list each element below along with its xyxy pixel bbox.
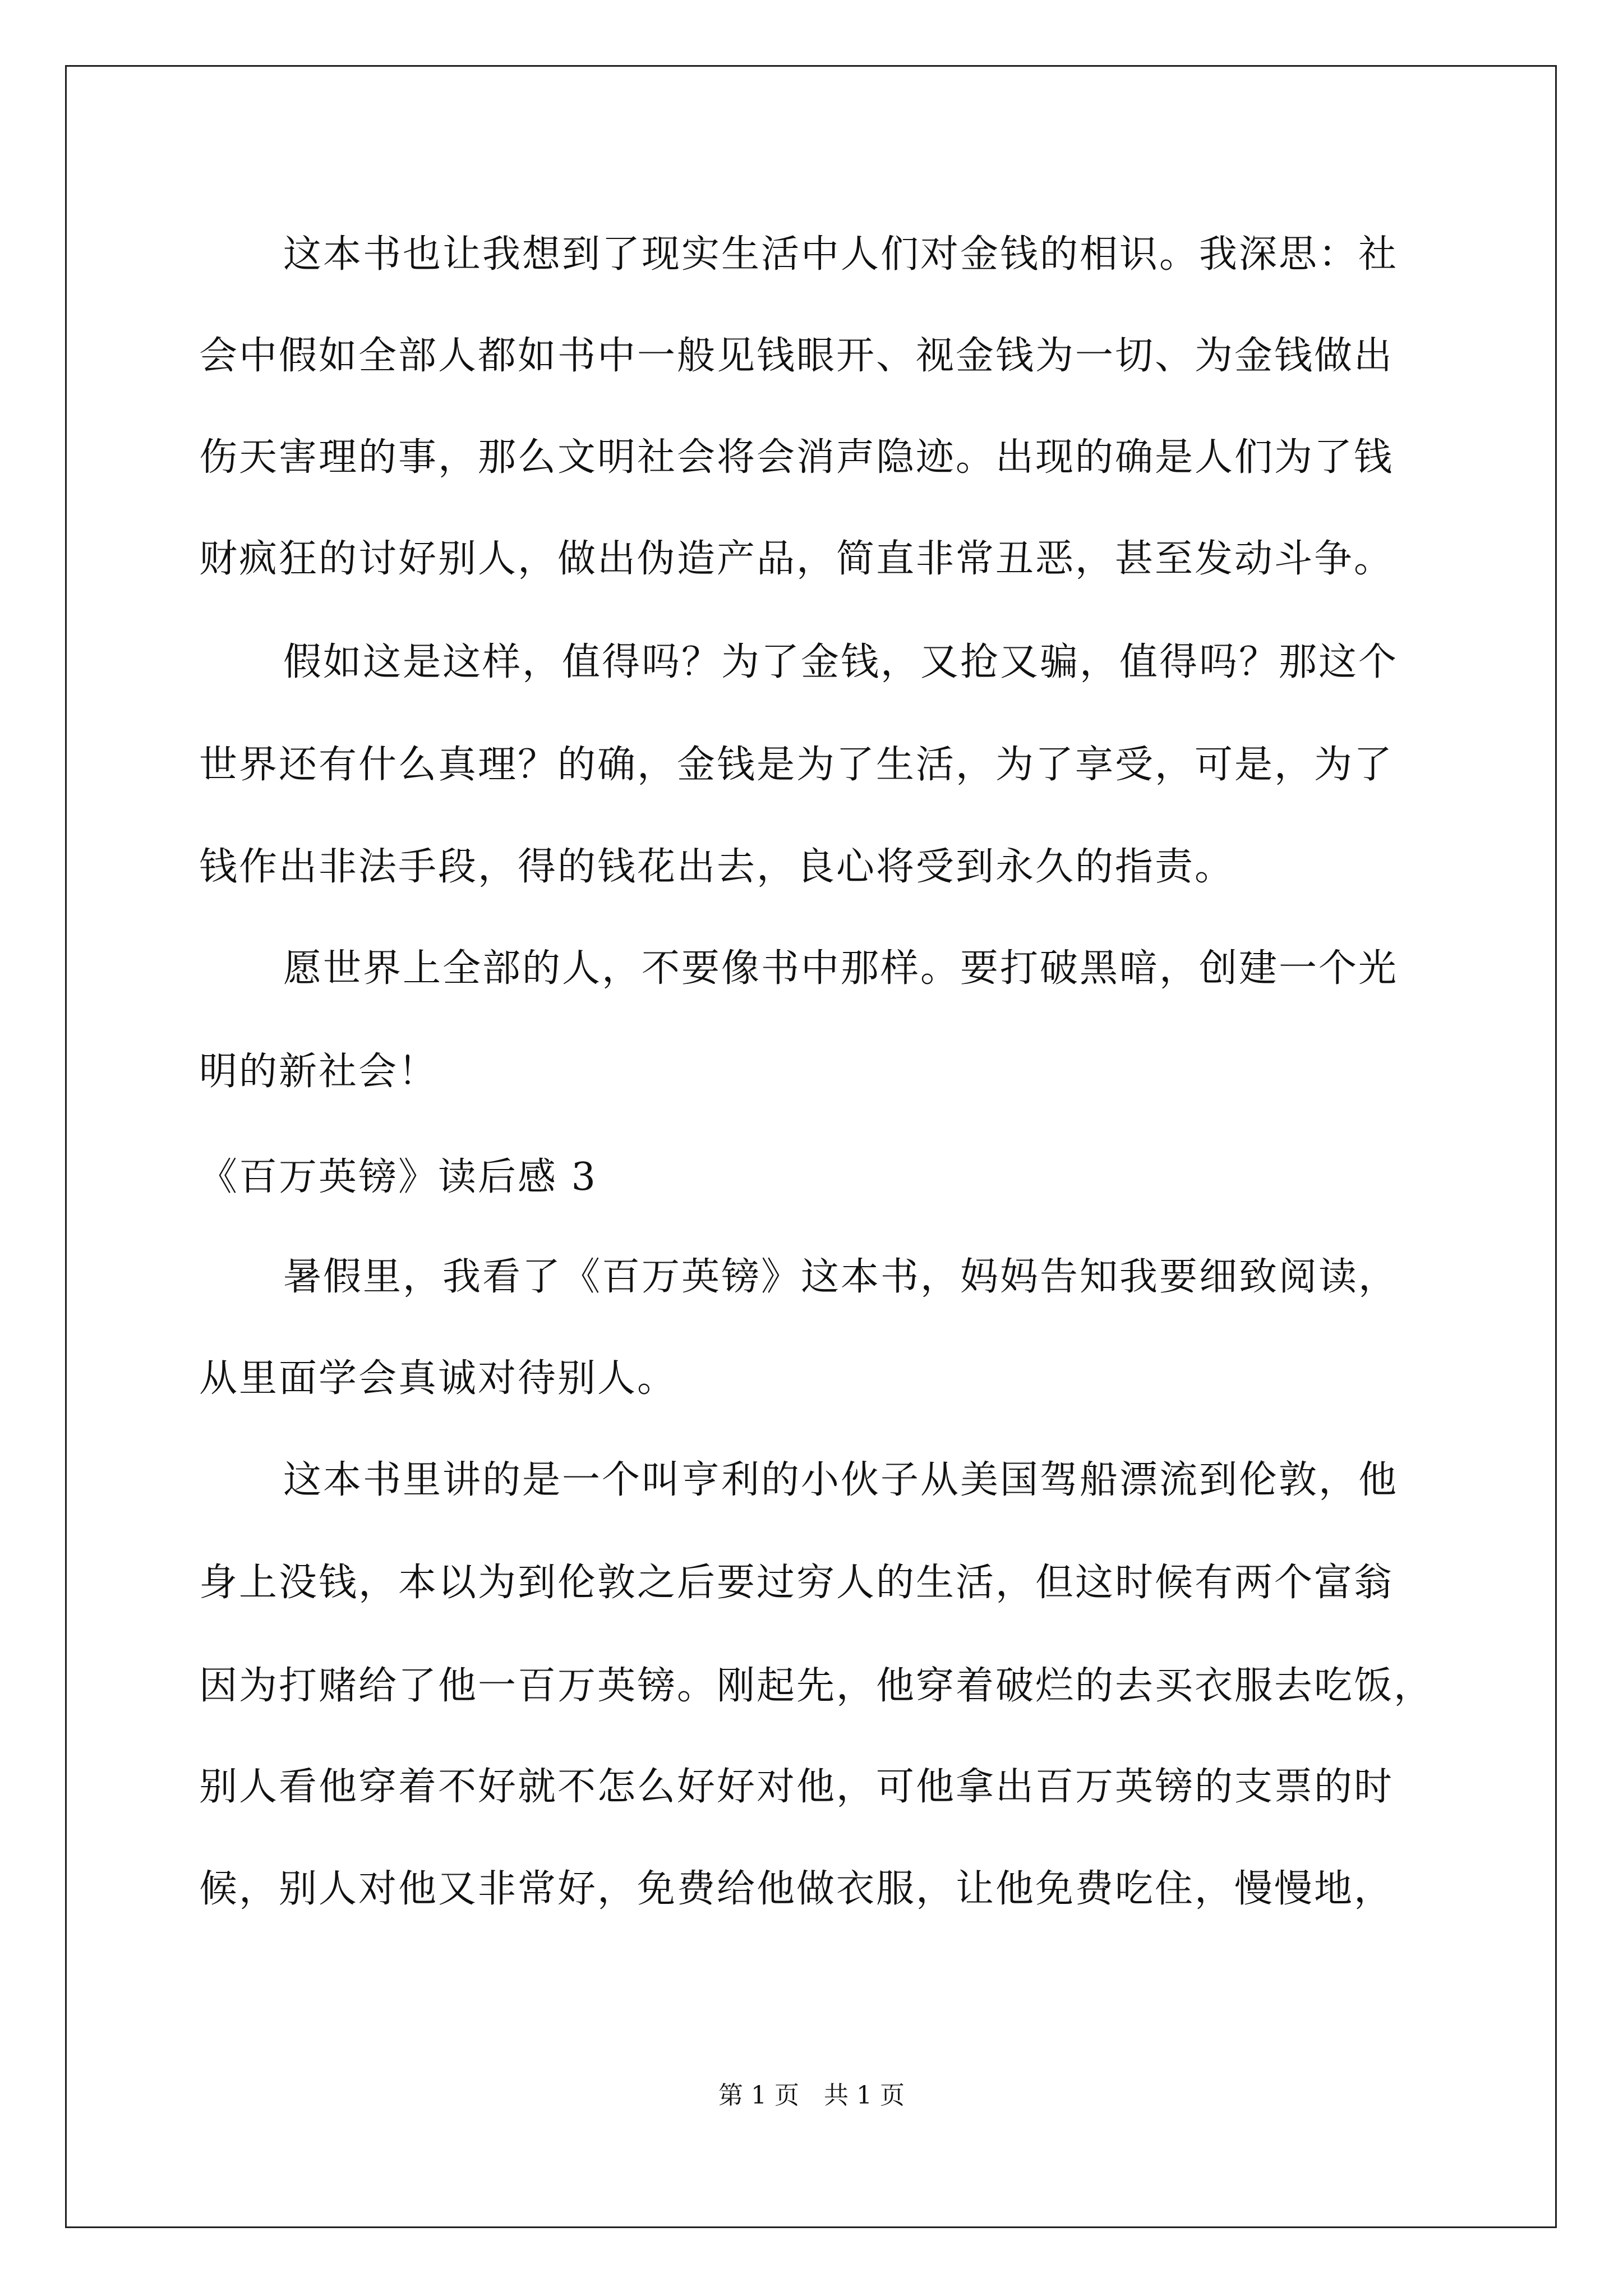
paragraph-line: 这本书里讲的是一个叫亨利的小伙子从美国驾船漂流到伦敦，他 <box>283 1458 1399 1502</box>
paragraph-line: 愿世界上全部的人，不要像书中那样。要打破黑暗，创建一个光 <box>283 946 1399 991</box>
paragraph-line: 这本书也让我想到了现实生活中人们对金钱的相识。我深思：社 <box>283 232 1399 277</box>
paragraph-line: 钱作出非法手段，得的钱花出去，良心将受到永久的指责。 <box>199 845 1235 889</box>
page-number-footer: 第 1 页 共 1 页 <box>718 2081 905 2110</box>
paragraph-line: 世界还有什么真理？的确，金钱是为了生活，为了享受，可是，为了 <box>199 743 1394 787</box>
section-heading: 《百万英镑》读后感 3 <box>199 1155 597 1199</box>
paragraph-line: 别人看他穿着不好就不怎么好好对他，可他拿出百万英镑的支票的时 <box>199 1765 1394 1809</box>
paragraph-line: 会中假如全部人都如书中一般见钱眼开、视金钱为一切、为金钱做出 <box>199 334 1394 378</box>
paragraph-line: 因为打赌给了他一百万英镑。刚起先，他穿着破烂的去买衣服去吃饭， <box>199 1664 1434 1708</box>
paragraph-line: 伤天害理的事，那么文明社会将会消声隐迹。出现的确是人们为了钱 <box>199 435 1394 480</box>
paragraph-line: 假如这是这样，值得吗？为了金钱，又抢又骗，值得吗？那这个 <box>283 640 1399 684</box>
paragraph-line: 暑假里，我看了《百万英镑》这本书，妈妈告知我要细致阅读， <box>283 1255 1399 1299</box>
paragraph-line: 候，别人对他又非常好，免费给他做衣服，让他免费吃住，慢慢地， <box>199 1867 1394 1911</box>
paragraph-line: 身上没钱，本以为到伦敦之后要过穷人的生活，但这时候有两个富翁 <box>199 1561 1394 1605</box>
paragraph-line: 从里面学会真诚对待别人。 <box>199 1356 677 1401</box>
paragraph-line: 财疯狂的讨好别人，做出伪造产品，简直非常丑恶，甚至发动斗争。 <box>199 537 1394 581</box>
paragraph-line: 明的新社会！ <box>199 1050 439 1094</box>
